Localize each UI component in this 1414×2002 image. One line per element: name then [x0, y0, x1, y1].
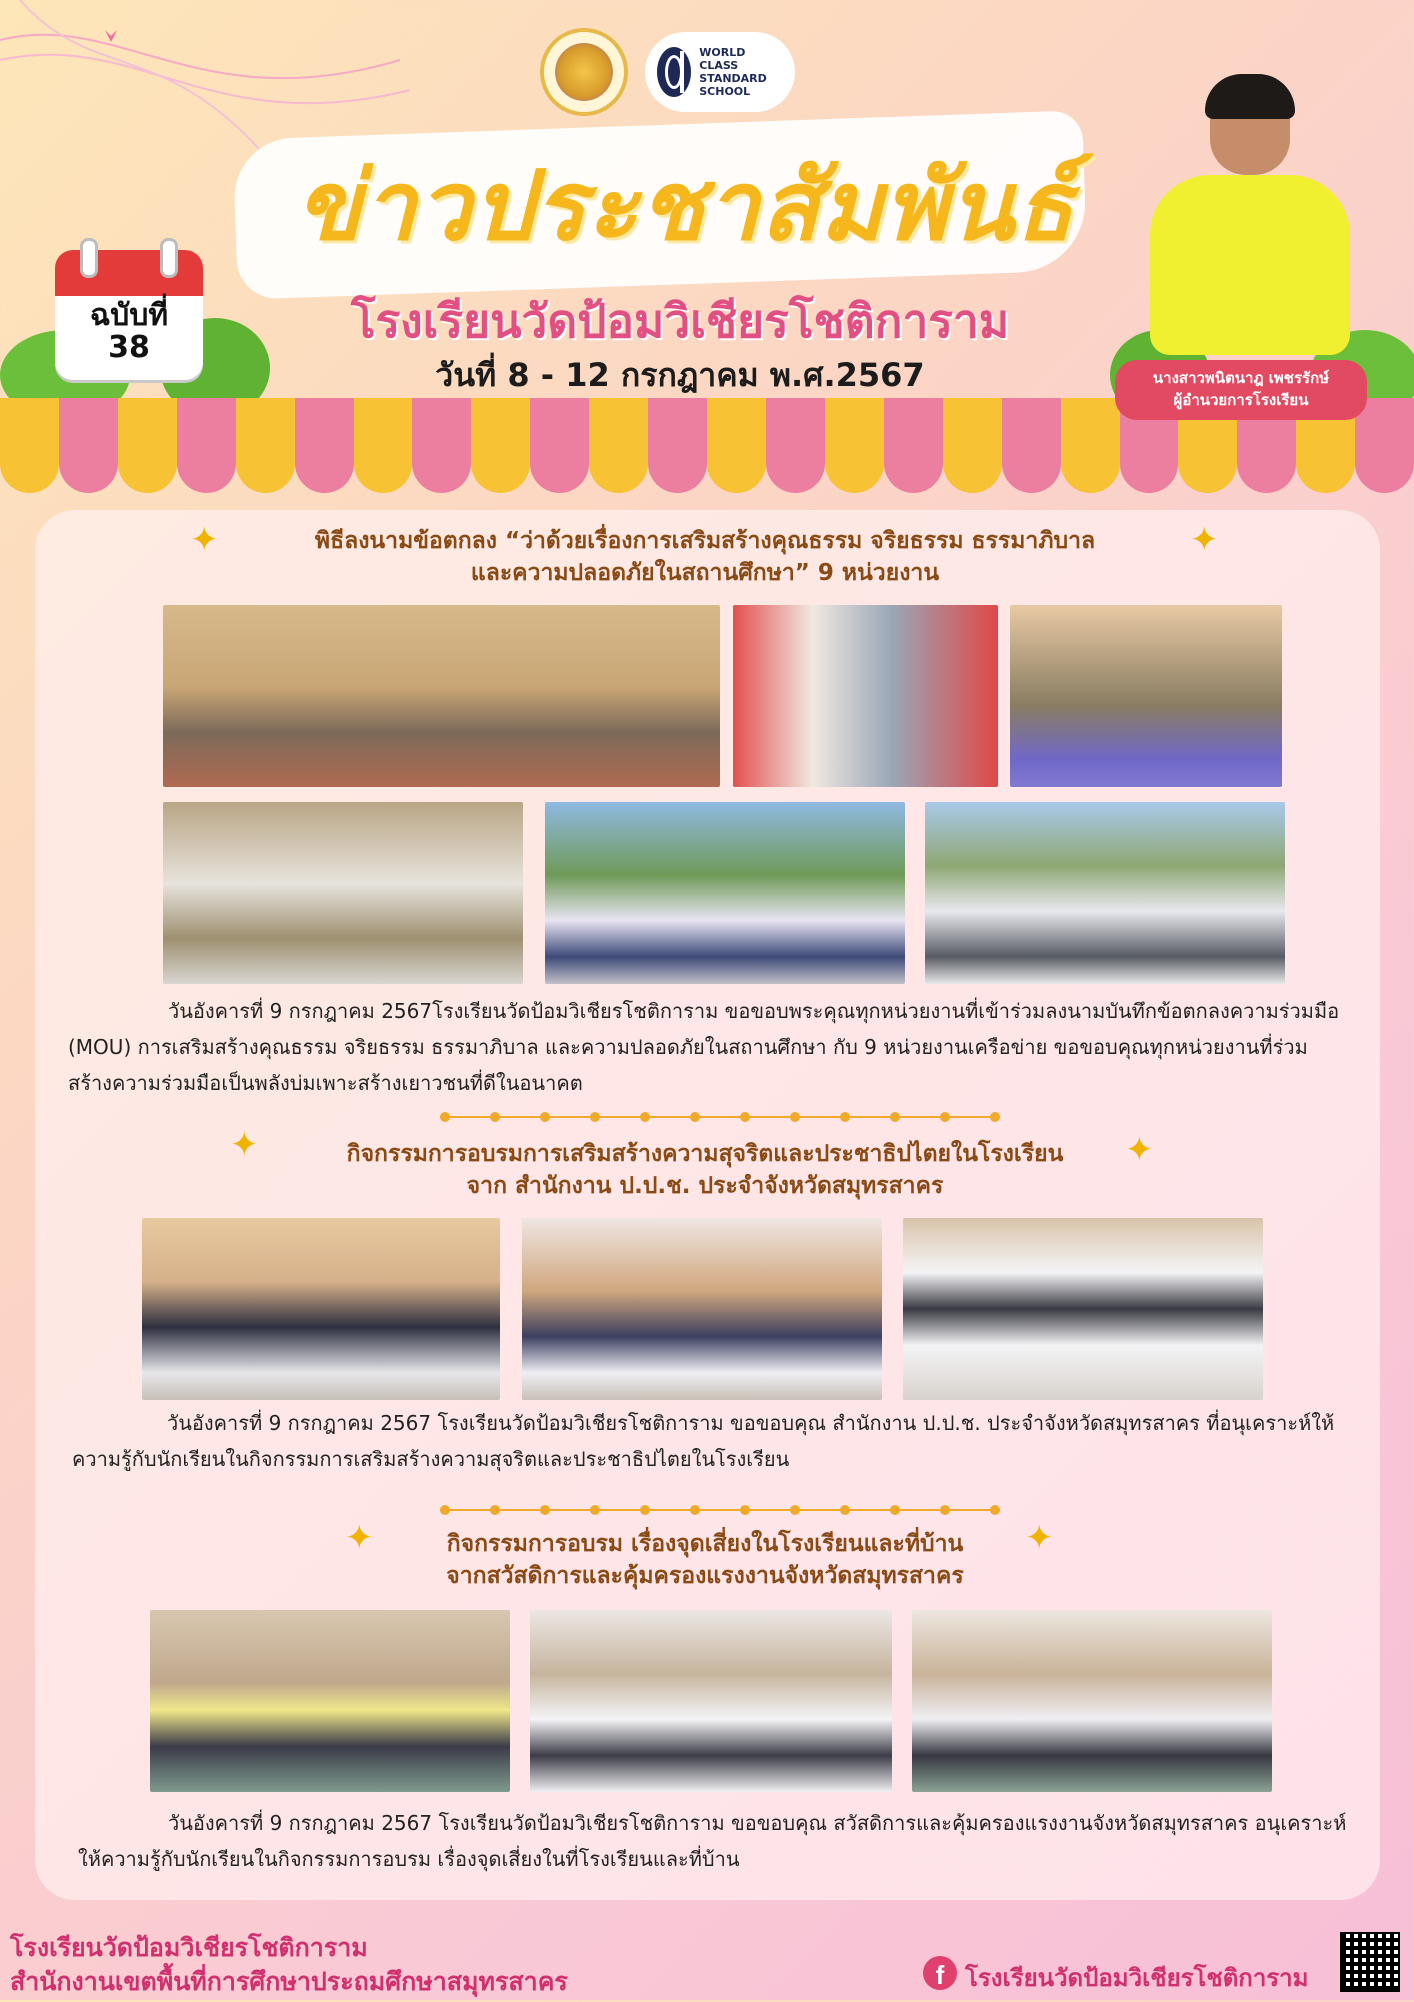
awning-stripe	[1355, 398, 1414, 493]
section-3-body: วันอังคารที่ 9 กรกฎาคม 2567 โรงเรียนวัดป้อมวิเชียรโชติการาม ขอขอบคุณ สวัสดิการและคุ้มครองแรงงานจังหวัดสมุทรสาคร อนุเคราะห์ให้ความรู้กับนักเรียนในกิจกรรมการอบรม เรื่องจุดเสี่ยงในที่โรงเรียนและที่บ้าน	[78, 1811, 1347, 1871]
awning-stripe	[707, 398, 766, 493]
section-divider	[440, 1112, 1000, 1122]
issue-number: 38	[108, 330, 150, 365]
awning-stripe	[295, 398, 354, 493]
section-3-title	[200, 1528, 1210, 1592]
footer-facebook-page[interactable]: โรงเรียนวัดป้อมวิเชียรโชติการาม	[965, 1964, 1309, 1992]
awning-stripe	[884, 398, 943, 493]
sparkle-icon: ✦	[190, 520, 219, 560]
photo-officer-students	[142, 1218, 500, 1400]
world-class-standard-school-badge	[645, 32, 795, 112]
calendar-ring	[160, 238, 178, 278]
school-name-title: โรงเรียนวัดป้อมวิเชียรโชติการาม	[350, 294, 1010, 348]
awning-stripe	[943, 398, 1002, 493]
awning-stripe	[471, 398, 530, 493]
issue-label: ฉบับที่	[89, 298, 169, 333]
awning-stripe	[412, 398, 471, 493]
awning-stripe	[589, 398, 648, 493]
facebook-icon[interactable]: f	[923, 1956, 957, 1990]
page-title: ข่าวประชาสัมพันธ์	[295, 150, 1075, 262]
wcs-badge-line1: WORLD CLASS	[699, 46, 746, 72]
awning-stripe	[177, 398, 236, 493]
section-2-title-line2: จาก สำนักงาน ป.ป.ช. ประจำจังหวัดสมุทรสาคร	[466, 1173, 944, 1199]
sparkle-icon: ✦	[1125, 1130, 1154, 1170]
section-1-body: วันอังคารที่ 9 กรกฎาคม 2567โรงเรียนวัดป้อมวิเชียรโชติการาม ขอขอบพระคุณทุกหน่วยงานที่เข้าร่วมลงนามบันทึกข้อตกลงความร่วมมือ (MOU) การเสริมสร้างคุณธรรม จริยธรรม ธรรมาภิบาล และความปลอดภัยในสถานศึกษา กับ 9 หน่วยงานเครือข่าย ขอขอบคุณทุกหน่วยงานที่ร่วมสร้างความร่วมมือเป็นพลังบ่มเพาะสร้างเยาวชนที่ดีในอนาคต	[68, 999, 1340, 1095]
photo-painting-crosswalk	[163, 802, 523, 984]
section-2-title	[200, 1138, 1210, 1202]
awning-stripe	[118, 398, 177, 493]
calendar-ring	[80, 238, 98, 278]
awning-stripe	[0, 398, 59, 493]
director-photo	[1150, 80, 1350, 360]
photo-signing	[1010, 605, 1282, 787]
section-3-title-line1: กิจกรรมการอบรม เรื่องจุดเสี่ยงในโรงเรียนและที่บ้าน	[446, 1531, 964, 1557]
director-role: ผู้อำนวยการโรงเรียน	[1173, 391, 1309, 409]
awning-stripe	[1061, 398, 1120, 493]
photo-staff-group	[150, 1610, 510, 1792]
section-3-title-line2: จากสวัสดิการและคุ้มครองแรงงานจังหวัดสมุทรสาคร	[446, 1563, 964, 1589]
awning-stripe	[648, 398, 707, 493]
awning-stripe	[825, 398, 884, 493]
section-2-body: วันอังคารที่ 9 กรกฎาคม 2567 โรงเรียนวัดป้อมวิเชียรโชติการาม ขอขอบคุณ สำนักงาน ป.ป.ช. ประจำจังหวัดสมุทรสาคร ที่อนุเคราะห์ให้ความรู้กับนักเรียนในกิจกรรมการเสริมสร้างความสุจริตและประชาธิปไตยในโรงเรียน	[72, 1411, 1335, 1471]
awning-stripe	[236, 398, 295, 493]
section-1-title-line2: และความปลอดภัยในสถานศึกษา” 9 หน่วยงาน	[470, 560, 940, 586]
photo-mou-group	[163, 605, 720, 787]
sparkle-icon: ✦	[345, 1518, 374, 1558]
photo-street-crosswalk	[925, 802, 1285, 984]
awning-stripe	[766, 398, 825, 493]
photo-school-gate-group	[545, 802, 905, 984]
director-name: นางสาวพนิตนาฎ เพชรรักษ์	[1152, 369, 1330, 387]
director-name-badge	[1115, 360, 1367, 420]
qr-code[interactable]	[1340, 1932, 1400, 1992]
section-1-title-line1: พิธีลงนามข้อตกลง “ว่าด้วยเรื่องการเสริมสร้างคุณธรรม จริยธรรม ธรรมาภิบาล	[314, 528, 1096, 554]
globe-icon	[657, 47, 691, 97]
section-2-title-line1: กิจกรรมการอบรมการเสริมสร้างความสุจริตและประชาธิปไตยในโรงเรียน	[346, 1141, 1064, 1167]
footer-area-office: สำนักงานเขตพื้นที่การศึกษาประถมศึกษาสมุทรสาคร	[10, 1967, 568, 1996]
section-divider	[440, 1505, 1000, 1515]
awning-stripe	[354, 398, 413, 493]
sparkle-icon: ✦	[230, 1125, 259, 1165]
awning-stripe	[59, 398, 118, 493]
footer-school-name: โรงเรียนวัดป้อมวิเชียรโชติการาม	[10, 1933, 368, 1962]
photo-students-line	[733, 605, 998, 787]
calendar-icon	[55, 250, 203, 380]
awning-stripe	[530, 398, 589, 493]
sparkle-icon: ✦	[1025, 1518, 1054, 1558]
photo-hall-group	[522, 1218, 882, 1400]
sparkle-icon: ✦	[1190, 520, 1219, 560]
photo-speaker-students	[912, 1610, 1272, 1792]
date-range: วันที่ 8 - 12 กรกฎาคม พ.ศ.2567	[435, 356, 925, 394]
section-1-title	[200, 525, 1210, 589]
photo-hall-students	[530, 1610, 892, 1792]
school-logo	[540, 28, 628, 116]
photo-students-seated	[903, 1218, 1263, 1400]
wcs-badge-line2: STANDARD SCHOOL	[699, 72, 767, 98]
awning-stripe	[1002, 398, 1061, 493]
